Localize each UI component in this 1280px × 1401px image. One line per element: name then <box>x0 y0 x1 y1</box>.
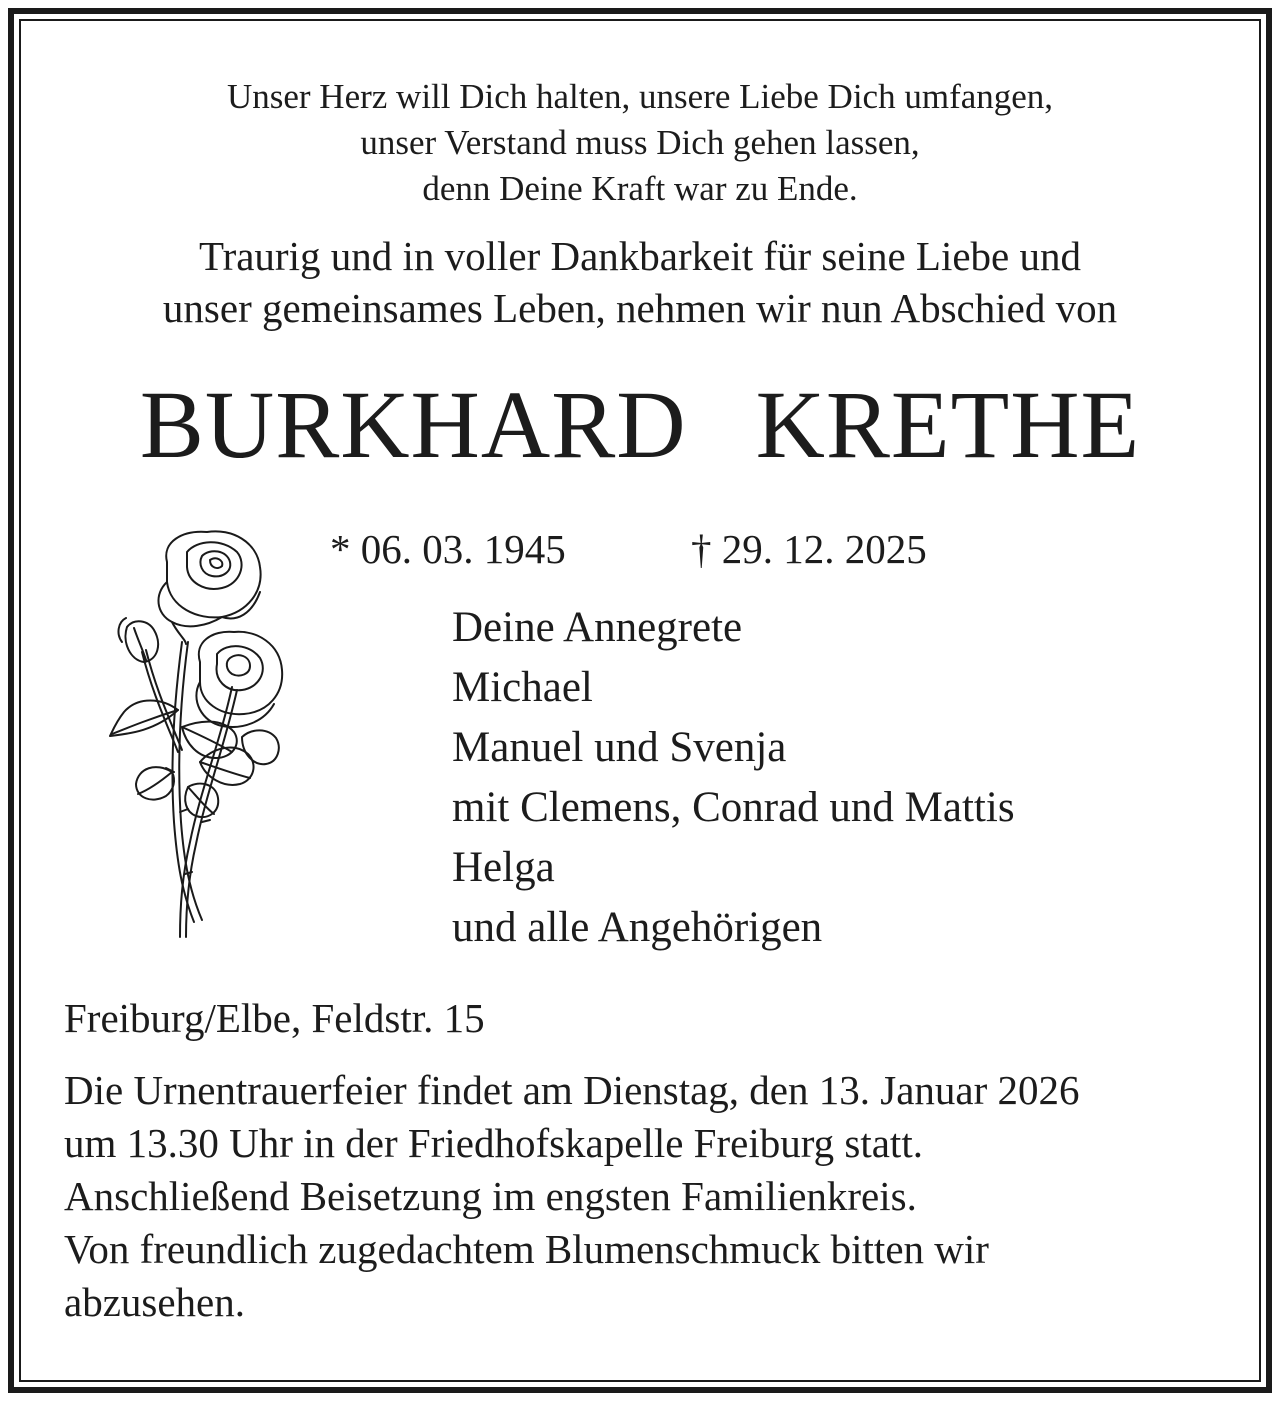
roses-illustration-icon <box>82 522 297 952</box>
death-date: † 29. 12. 2025 <box>691 526 927 572</box>
intro-line: unser gemeinsames Leben, nehmen wir nun Abschied von <box>162 285 1118 331</box>
intro-line: Traurig und in voller Dankbarkeit für seine Liebe und <box>198 233 1082 279</box>
poem-line: unser Verstand muss Dich gehen lassen, <box>360 123 920 162</box>
farewell-intro <box>0 230 1280 334</box>
mourner-entry: und alle Angehörigen <box>452 904 823 951</box>
poem-verse <box>0 74 1280 212</box>
ceremony-notice <box>64 1064 1080 1329</box>
ceremony-line: Von freundlich zugedachtem Blumenschmuck bitten wir <box>64 1226 989 1272</box>
birth-date: * 06. 03. 1945 <box>330 526 566 572</box>
ceremony-line: Anschließend Beisetzung im engsten Familienkreis. <box>64 1173 917 1219</box>
mourner-entry: mit Clemens, Conrad und Mattis <box>452 784 1015 831</box>
mourner-entry: Michael <box>452 664 593 711</box>
mourner-entry: Deine Annegrete <box>452 604 743 651</box>
poem-line: Unser Herz will Dich halten, unsere Liebe Dich umfangen, <box>226 77 1054 116</box>
mourner-entry: Helga <box>452 844 555 891</box>
deceased-name: BURKHARD KRETHE <box>139 371 1141 478</box>
ceremony-line: abzusehen. <box>64 1279 245 1325</box>
mourning-address: Freiburg/Elbe, Feldstr. 15 <box>64 995 485 1041</box>
ceremony-line: um 13.30 Uhr in der Friedhofskapelle Freiburg statt. <box>64 1120 923 1166</box>
mourner-entry: Manuel und Svenja <box>452 724 787 771</box>
mourners-list <box>452 598 1015 958</box>
ceremony-line: Die Urnentrauerfeier findet am Dienstag, den 13. Januar 2026 <box>64 1067 1080 1113</box>
poem-line: denn Deine Kraft war zu Ende. <box>422 169 858 208</box>
